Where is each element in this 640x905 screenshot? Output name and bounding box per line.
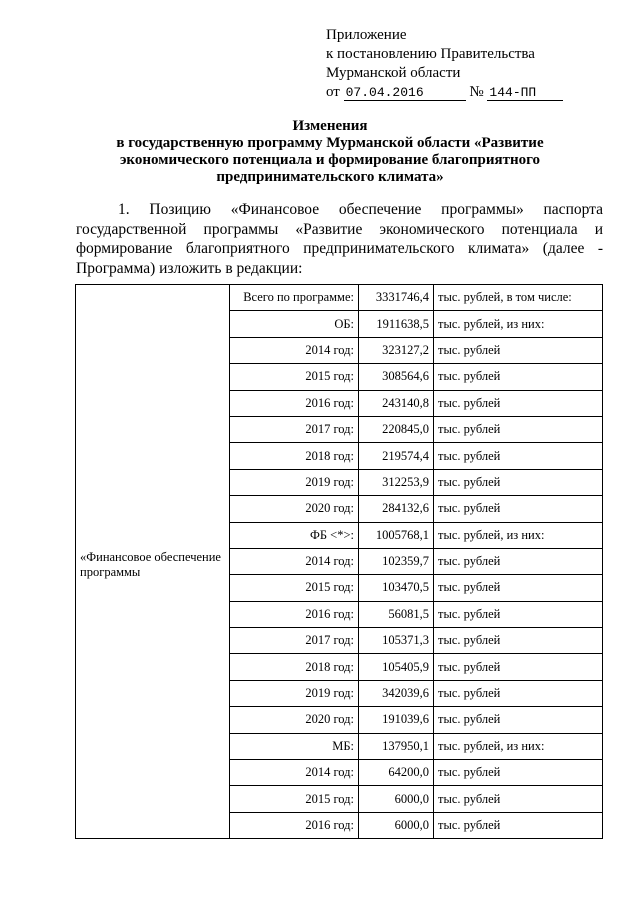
row-unit: тыс. рублей <box>434 548 603 574</box>
attachment-line-3: Мурманской области <box>326 65 461 81</box>
row-unit: тыс. рублей <box>434 443 603 469</box>
row-value: 1911638,5 <box>359 311 434 337</box>
row-unit: тыс. рублей <box>434 707 603 733</box>
attachment-line-1: Приложение <box>326 27 407 43</box>
row-label: ФБ <*>: <box>230 522 359 548</box>
financing-table <box>75 284 603 839</box>
row-label: 2015 год: <box>230 786 359 812</box>
row-label: 2014 год: <box>230 548 359 574</box>
row-unit: тыс. рублей, из них: <box>434 522 603 548</box>
row-unit: тыс. рублей <box>434 575 603 601</box>
row-label: 2015 год: <box>230 364 359 390</box>
row-unit: тыс. рублей <box>434 786 603 812</box>
title-line-1: Изменения <box>292 118 368 134</box>
row-value: 3331746,4 <box>359 285 434 311</box>
row-unit: тыс. рублей <box>434 680 603 706</box>
row-value: 6000,0 <box>359 786 434 812</box>
attachment-line-2: к постановлению Правительства <box>326 46 535 62</box>
decree-date: 07.04.2016 <box>344 85 466 101</box>
row-unit: тыс. рублей, в том числе: <box>434 285 603 311</box>
row-value: 103470,5 <box>359 575 434 601</box>
row-label: Всего по программе: <box>230 285 359 311</box>
row-value: 342039,6 <box>359 680 434 706</box>
row-unit: тыс. рублей <box>434 496 603 522</box>
row-value: 243140,8 <box>359 390 434 416</box>
row-value: 6000,0 <box>359 812 434 838</box>
row-label: 2017 год: <box>230 628 359 654</box>
row-label: 2019 год: <box>230 469 359 495</box>
position-label: «Финансовое обеспечение программы <box>80 549 221 579</box>
row-label: 2016 год: <box>230 812 359 838</box>
decree-number: 144-ПП <box>487 85 563 101</box>
row-value: 220845,0 <box>359 416 434 442</box>
row-label: 2020 год: <box>230 707 359 733</box>
from-label: от <box>326 84 340 100</box>
row-value: 56081,5 <box>359 601 434 627</box>
row-value: 312253,9 <box>359 469 434 495</box>
row-label: МБ: <box>230 733 359 759</box>
row-unit: тыс. рублей <box>434 812 603 838</box>
number-label: № <box>469 84 484 100</box>
row-value: 102359,7 <box>359 548 434 574</box>
row-value: 105405,9 <box>359 654 434 680</box>
row-unit: тыс. рублей, из них: <box>434 311 603 337</box>
row-value: 284132,6 <box>359 496 434 522</box>
attachment-date-line <box>326 83 563 102</box>
row-label: 2014 год: <box>230 337 359 363</box>
title-line-4: предпринимательского климата» <box>216 169 444 185</box>
row-label: 2014 год: <box>230 760 359 786</box>
row-label: 2019 год: <box>230 680 359 706</box>
position-label-cell <box>76 285 230 839</box>
body-paragraph <box>76 200 603 278</box>
row-label: 2015 год: <box>230 575 359 601</box>
row-value: 308564,6 <box>359 364 434 390</box>
row-label: 2018 год: <box>230 443 359 469</box>
row-unit: тыс. рублей <box>434 654 603 680</box>
row-unit: тыс. рублей <box>434 628 603 654</box>
row-unit: тыс. рублей <box>434 601 603 627</box>
row-label: 2020 год: <box>230 496 359 522</box>
row-label: 2016 год: <box>230 390 359 416</box>
title-line-2: в государственную программу Мурманской области «Развитие <box>116 135 544 151</box>
row-label: 2016 год: <box>230 601 359 627</box>
row-unit: тыс. рублей <box>434 337 603 363</box>
document-title <box>60 118 600 186</box>
row-unit: тыс. рублей <box>434 416 603 442</box>
row-unit: тыс. рублей, из них: <box>434 733 603 759</box>
attachment-header <box>326 26 563 102</box>
table-row <box>76 285 603 311</box>
row-unit: тыс. рублей <box>434 390 603 416</box>
row-unit: тыс. рублей <box>434 760 603 786</box>
row-unit: тыс. рублей <box>434 364 603 390</box>
row-value: 191039,6 <box>359 707 434 733</box>
row-value: 1005768,1 <box>359 522 434 548</box>
paragraph-text: 1. Позицию «Финансовое обеспечение программы» паспорта государственной программы «Развитие экономического потенциала и формирование благоприятного предпринимательского климата» (далее - Программа) изложить в редакции: <box>76 201 603 277</box>
title-line-3: экономического потенциала и формирование благоприятного <box>119 152 541 168</box>
row-value: 105371,3 <box>359 628 434 654</box>
row-label: ОБ: <box>230 311 359 337</box>
row-value: 64200,0 <box>359 760 434 786</box>
row-value: 219574,4 <box>359 443 434 469</box>
row-label: 2017 год: <box>230 416 359 442</box>
row-value: 137950,1 <box>359 733 434 759</box>
row-label: 2018 год: <box>230 654 359 680</box>
row-value: 323127,2 <box>359 337 434 363</box>
row-unit: тыс. рублей <box>434 469 603 495</box>
